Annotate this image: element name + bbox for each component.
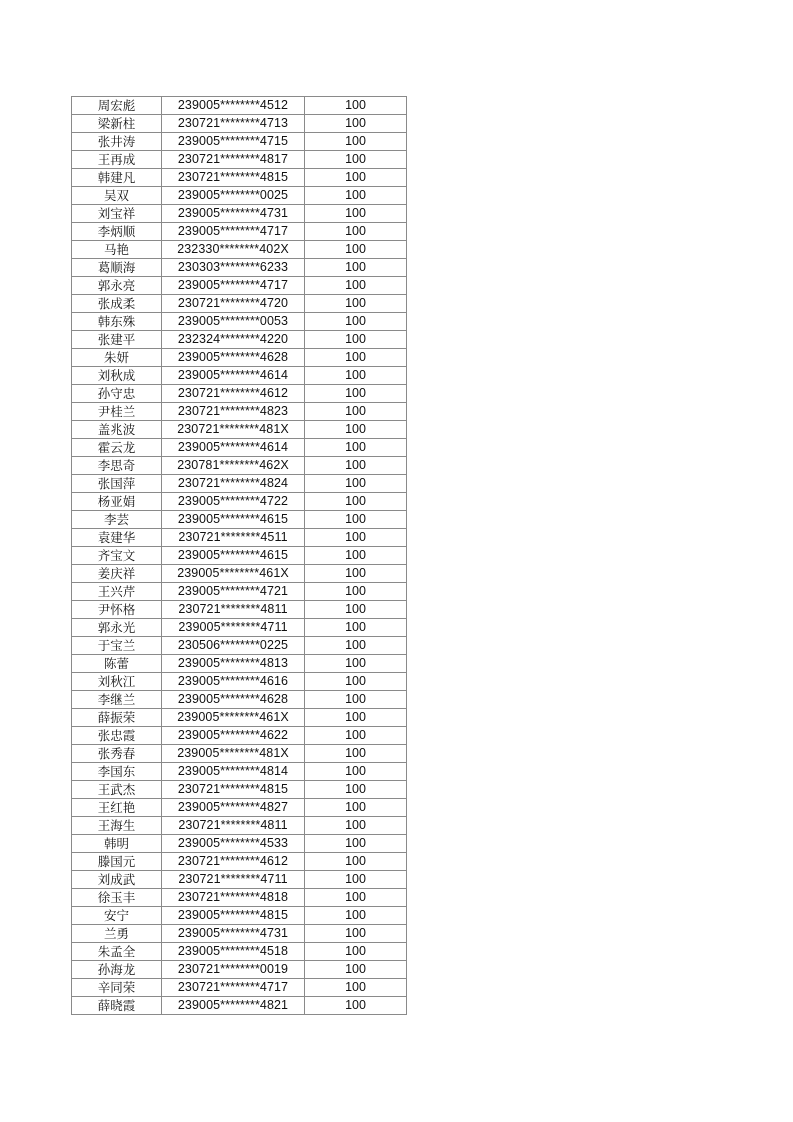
id-number-cell: 239005********461X <box>162 709 305 727</box>
amount-cell: 100 <box>305 277 407 295</box>
id-number-cell: 239005********0053 <box>162 313 305 331</box>
name-cell: 张国萍 <box>72 475 162 493</box>
name-cell: 王再成 <box>72 151 162 169</box>
table-row <box>72 763 407 781</box>
amount-cell: 100 <box>305 97 407 115</box>
amount-cell: 100 <box>305 205 407 223</box>
amount-cell: 100 <box>305 637 407 655</box>
table-row <box>72 403 407 421</box>
id-number-cell: 230721********481X <box>162 421 305 439</box>
id-number-cell: 239005********4813 <box>162 655 305 673</box>
id-number-cell: 239005********4622 <box>162 727 305 745</box>
name-cell: 李思奇 <box>72 457 162 475</box>
amount-cell: 100 <box>305 889 407 907</box>
name-cell: 王武杰 <box>72 781 162 799</box>
table-row <box>72 799 407 817</box>
id-number-cell: 230721********4815 <box>162 781 305 799</box>
amount-cell: 100 <box>305 133 407 151</box>
table-row <box>72 907 407 925</box>
table-row <box>72 601 407 619</box>
name-cell: 兰勇 <box>72 925 162 943</box>
id-number-cell: 230721********4511 <box>162 529 305 547</box>
table-row <box>72 385 407 403</box>
name-cell: 刘秋成 <box>72 367 162 385</box>
table-row <box>72 709 407 727</box>
table-row <box>72 529 407 547</box>
name-cell: 孙海龙 <box>72 961 162 979</box>
id-number-cell: 239005********4731 <box>162 205 305 223</box>
table-row <box>72 691 407 709</box>
name-cell: 姜庆祥 <box>72 565 162 583</box>
table-row <box>72 115 407 133</box>
name-cell: 齐宝文 <box>72 547 162 565</box>
name-cell: 杨亚娟 <box>72 493 162 511</box>
name-cell: 张井涛 <box>72 133 162 151</box>
table-row <box>72 169 407 187</box>
amount-cell: 100 <box>305 565 407 583</box>
table-row <box>72 277 407 295</box>
amount-cell: 100 <box>305 799 407 817</box>
id-number-cell: 239005********4717 <box>162 223 305 241</box>
amount-cell: 100 <box>305 439 407 457</box>
amount-cell: 100 <box>305 223 407 241</box>
amount-cell: 100 <box>305 727 407 745</box>
name-cell: 滕国元 <box>72 853 162 871</box>
id-number-cell: 239005********4711 <box>162 619 305 637</box>
table-row <box>72 151 407 169</box>
table-row <box>72 619 407 637</box>
id-number-cell: 239005********4722 <box>162 493 305 511</box>
amount-cell: 100 <box>305 709 407 727</box>
amount-cell: 100 <box>305 943 407 961</box>
id-number-cell: 239005********4616 <box>162 673 305 691</box>
id-number-cell: 230721********4818 <box>162 889 305 907</box>
id-number-cell: 230721********4811 <box>162 817 305 835</box>
id-number-cell: 239005********4615 <box>162 511 305 529</box>
name-cell: 霍云龙 <box>72 439 162 457</box>
table-row <box>72 187 407 205</box>
amount-cell: 100 <box>305 367 407 385</box>
table-row <box>72 943 407 961</box>
amount-cell: 100 <box>305 979 407 997</box>
id-number-cell: 230721********4711 <box>162 871 305 889</box>
amount-cell: 100 <box>305 619 407 637</box>
table-row <box>72 979 407 997</box>
table-row <box>72 835 407 853</box>
table-row <box>72 781 407 799</box>
id-number-cell: 239005********4731 <box>162 925 305 943</box>
table-row <box>72 223 407 241</box>
amount-cell: 100 <box>305 907 407 925</box>
table-row <box>72 565 407 583</box>
amount-cell: 100 <box>305 871 407 889</box>
amount-cell: 100 <box>305 673 407 691</box>
name-cell: 李炳顺 <box>72 223 162 241</box>
table-row <box>72 259 407 277</box>
table-row <box>72 655 407 673</box>
name-cell: 王兴芹 <box>72 583 162 601</box>
amount-cell: 100 <box>305 997 407 1015</box>
table-row <box>72 745 407 763</box>
id-number-cell: 239005********4533 <box>162 835 305 853</box>
name-cell: 朱孟全 <box>72 943 162 961</box>
name-cell: 徐玉丰 <box>72 889 162 907</box>
id-number-cell: 232330********402X <box>162 241 305 259</box>
id-number-cell: 230781********462X <box>162 457 305 475</box>
id-number-cell: 230721********4811 <box>162 601 305 619</box>
name-cell: 朱妍 <box>72 349 162 367</box>
id-number-cell: 230721********4612 <box>162 853 305 871</box>
id-number-cell: 239005********4721 <box>162 583 305 601</box>
amount-cell: 100 <box>305 547 407 565</box>
name-cell: 盖兆波 <box>72 421 162 439</box>
name-cell: 刘宝祥 <box>72 205 162 223</box>
amount-cell: 100 <box>305 421 407 439</box>
table-row <box>72 493 407 511</box>
table-row <box>72 853 407 871</box>
name-cell: 张忠霞 <box>72 727 162 745</box>
table-row <box>72 133 407 151</box>
name-cell: 袁建华 <box>72 529 162 547</box>
id-number-cell: 230721********4817 <box>162 151 305 169</box>
name-cell: 刘秋江 <box>72 673 162 691</box>
amount-cell: 100 <box>305 745 407 763</box>
table-row <box>72 457 407 475</box>
table-row <box>72 475 407 493</box>
amount-cell: 100 <box>305 583 407 601</box>
id-number-cell: 239005********0025 <box>162 187 305 205</box>
name-cell: 尹怀格 <box>72 601 162 619</box>
id-number-cell: 230721********4717 <box>162 979 305 997</box>
id-number-cell: 239005********4628 <box>162 349 305 367</box>
name-cell: 张秀春 <box>72 745 162 763</box>
id-number-cell: 230506********0225 <box>162 637 305 655</box>
name-cell: 孙守忠 <box>72 385 162 403</box>
id-number-cell: 230721********4720 <box>162 295 305 313</box>
name-cell: 马艳 <box>72 241 162 259</box>
table-row <box>72 367 407 385</box>
name-cell: 周宏彪 <box>72 97 162 115</box>
id-number-cell: 230721********4713 <box>162 115 305 133</box>
table-body <box>72 97 407 1015</box>
id-number-cell: 230721********4612 <box>162 385 305 403</box>
amount-cell: 100 <box>305 655 407 673</box>
amount-cell: 100 <box>305 169 407 187</box>
id-number-cell: 239005********4815 <box>162 907 305 925</box>
table-row <box>72 961 407 979</box>
id-number-cell: 239005********4614 <box>162 367 305 385</box>
name-cell: 韩东殊 <box>72 313 162 331</box>
amount-cell: 100 <box>305 115 407 133</box>
name-cell: 辛同荣 <box>72 979 162 997</box>
name-cell: 于宝兰 <box>72 637 162 655</box>
amount-cell: 100 <box>305 475 407 493</box>
table-row <box>72 439 407 457</box>
table-row <box>72 313 407 331</box>
amount-cell: 100 <box>305 925 407 943</box>
table-row <box>72 349 407 367</box>
table-row <box>72 889 407 907</box>
name-cell: 薛晓霞 <box>72 997 162 1015</box>
table-row <box>72 727 407 745</box>
amount-cell: 100 <box>305 493 407 511</box>
name-cell: 张建平 <box>72 331 162 349</box>
name-cell: 李继兰 <box>72 691 162 709</box>
amount-cell: 100 <box>305 313 407 331</box>
amount-cell: 100 <box>305 529 407 547</box>
id-number-cell: 239005********4518 <box>162 943 305 961</box>
name-cell: 李芸 <box>72 511 162 529</box>
name-cell: 韩明 <box>72 835 162 853</box>
amount-cell: 100 <box>305 349 407 367</box>
id-number-cell: 239005********4717 <box>162 277 305 295</box>
table-row <box>72 925 407 943</box>
id-number-cell: 239005********4827 <box>162 799 305 817</box>
name-cell: 安宁 <box>72 907 162 925</box>
amount-cell: 100 <box>305 781 407 799</box>
id-number-cell: 230303********6233 <box>162 259 305 277</box>
name-cell: 王海生 <box>72 817 162 835</box>
table-row <box>72 997 407 1015</box>
name-cell: 葛顺海 <box>72 259 162 277</box>
table-row <box>72 583 407 601</box>
id-number-cell: 239005********461X <box>162 565 305 583</box>
name-cell: 郭永亮 <box>72 277 162 295</box>
table-row <box>72 331 407 349</box>
name-cell: 梁新柱 <box>72 115 162 133</box>
amount-cell: 100 <box>305 835 407 853</box>
amount-cell: 100 <box>305 151 407 169</box>
data-table <box>71 96 407 1015</box>
table-row <box>72 637 407 655</box>
id-number-cell: 230721********4823 <box>162 403 305 421</box>
table-row <box>72 817 407 835</box>
name-cell: 王红艳 <box>72 799 162 817</box>
amount-cell: 100 <box>305 385 407 403</box>
table-row <box>72 241 407 259</box>
amount-cell: 100 <box>305 403 407 421</box>
amount-cell: 100 <box>305 187 407 205</box>
amount-cell: 100 <box>305 295 407 313</box>
amount-cell: 100 <box>305 961 407 979</box>
table-row <box>72 547 407 565</box>
table-row <box>72 97 407 115</box>
amount-cell: 100 <box>305 259 407 277</box>
amount-cell: 100 <box>305 763 407 781</box>
id-number-cell: 239005********4615 <box>162 547 305 565</box>
amount-cell: 100 <box>305 601 407 619</box>
id-number-cell: 239005********4821 <box>162 997 305 1015</box>
table-row <box>72 205 407 223</box>
table-row <box>72 871 407 889</box>
name-cell: 李国东 <box>72 763 162 781</box>
amount-cell: 100 <box>305 511 407 529</box>
amount-cell: 100 <box>305 853 407 871</box>
table-row <box>72 295 407 313</box>
id-number-cell: 232324********4220 <box>162 331 305 349</box>
amount-cell: 100 <box>305 691 407 709</box>
table-row <box>72 511 407 529</box>
id-number-cell: 239005********481X <box>162 745 305 763</box>
name-cell: 薛振荣 <box>72 709 162 727</box>
id-number-cell: 239005********4512 <box>162 97 305 115</box>
name-cell: 韩建凡 <box>72 169 162 187</box>
name-cell: 刘成武 <box>72 871 162 889</box>
id-number-cell: 239005********4715 <box>162 133 305 151</box>
name-cell: 郭永光 <box>72 619 162 637</box>
id-number-cell: 239005********4614 <box>162 439 305 457</box>
name-cell: 尹桂兰 <box>72 403 162 421</box>
name-cell: 吴双 <box>72 187 162 205</box>
name-cell: 陈蕾 <box>72 655 162 673</box>
amount-cell: 100 <box>305 241 407 259</box>
amount-cell: 100 <box>305 817 407 835</box>
table-row <box>72 421 407 439</box>
amount-cell: 100 <box>305 457 407 475</box>
table-row <box>72 673 407 691</box>
id-number-cell: 239005********4628 <box>162 691 305 709</box>
id-number-cell: 230721********4815 <box>162 169 305 187</box>
name-cell: 张成柔 <box>72 295 162 313</box>
id-number-cell: 230721********4824 <box>162 475 305 493</box>
amount-cell: 100 <box>305 331 407 349</box>
id-number-cell: 239005********4814 <box>162 763 305 781</box>
id-number-cell: 230721********0019 <box>162 961 305 979</box>
